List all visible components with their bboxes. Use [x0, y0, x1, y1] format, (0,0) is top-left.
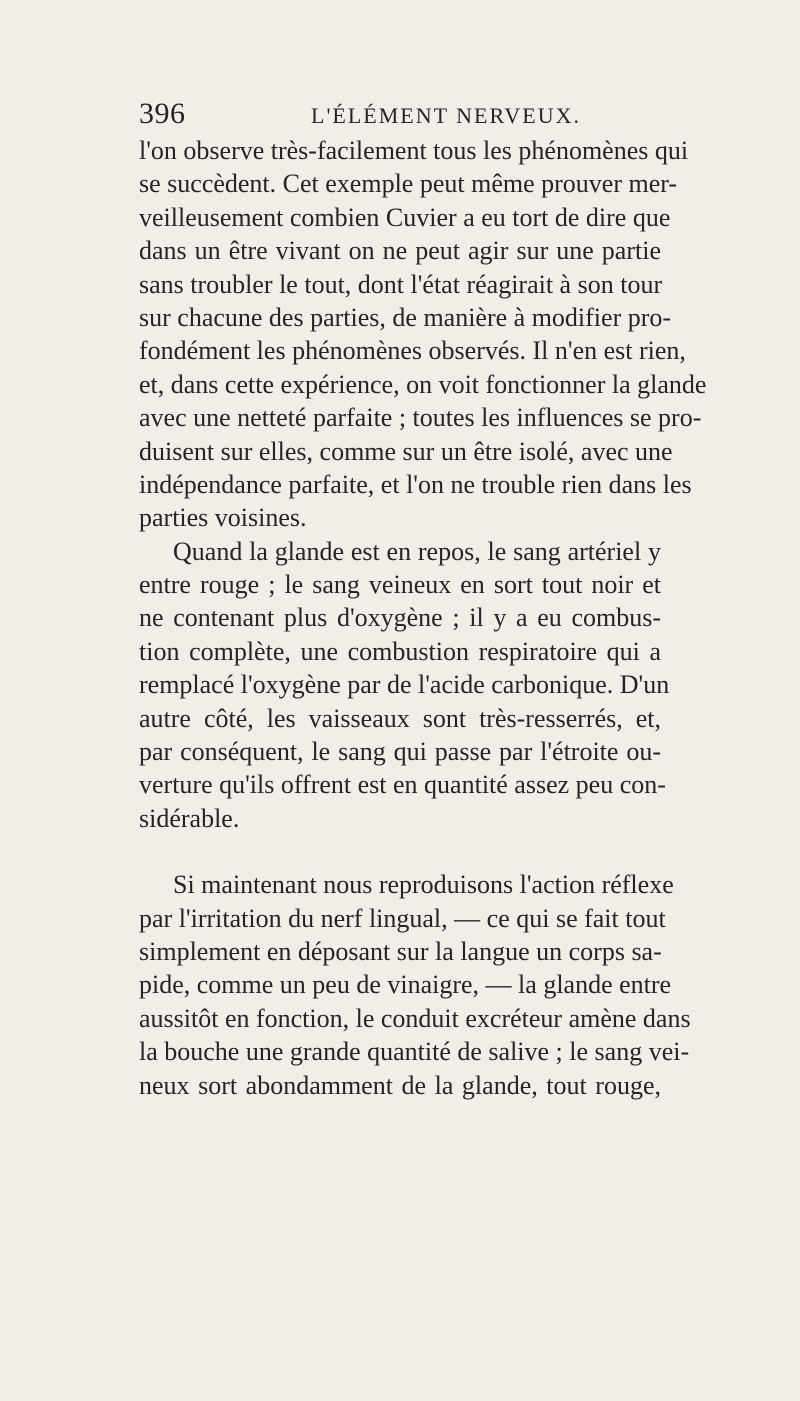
paragraph-1: [139, 134, 707, 535]
running-title: L'ÉLÉMENT NERVEUX.: [311, 103, 581, 128]
text-line: ne contenant plus d'oxygène ; il y a eu combus-: [139, 603, 661, 633]
body-text: [139, 134, 707, 1102]
text-line: Si maintenant nous reproduisons l'action réflexe: [173, 870, 674, 900]
text-line: tion complète, une combustion respiratoire qui a: [139, 636, 661, 666]
text-line: sans troubler le tout, dont l'état réagirait à son tour: [139, 269, 663, 299]
page-header: [139, 96, 661, 136]
text-line: simplement en déposant sur la langue un corps sa-: [139, 936, 662, 966]
text-line: la bouche une grande quantité de salive ; le sang vei-: [139, 1037, 690, 1067]
text-line: avec une netteté parfaite ; toutes les influences se pro-: [139, 403, 702, 433]
paragraph-spacer: [139, 835, 661, 868]
text-line: parties voisines.: [139, 503, 307, 533]
text-line: indépendance parfaite, et l'on ne trouble rien dans les: [139, 469, 692, 499]
paragraph-3: [139, 868, 691, 1102]
text-line: Quand la glande est en repos, le sang artériel y: [173, 536, 661, 566]
page-number: 396: [139, 97, 186, 130]
text-line: duisent sur elles, comme sur un être isolé, avec une: [139, 436, 673, 466]
text-line: neux sort abondamment de la glande, tout rouge,: [139, 1070, 661, 1100]
text-line: fondément les phénomènes observés. Il n'en est rien,: [139, 336, 686, 366]
text-line: sur chacune des parties, de manière à modifier pro-: [139, 302, 672, 332]
paragraph-2: [139, 535, 670, 836]
text-line: dans un être vivant on ne peut agir sur une partie: [139, 236, 661, 266]
text-line: verture qu'ils offrent est en quantité assez peu con-: [139, 770, 666, 800]
text-line: par conséquent, le sang qui passe par l'étroite ou-: [139, 737, 661, 767]
text-line: sidérable.: [139, 803, 240, 833]
text-line: l'on observe très-facilement tous les phénomènes qui: [139, 136, 689, 165]
text-line: et, dans cette expérience, on voit fonctionner la glande: [139, 369, 707, 399]
text-line: veilleusement combien Cuvier a eu tort de dire que: [139, 202, 671, 232]
text-line: pide, comme un peu de vinaigre, — la glande entre: [139, 970, 672, 1000]
text-line: remplacé l'oxygène par de l'acide carbonique. D'un: [139, 670, 670, 700]
text-line: par l'irritation du nerf lingual, — ce qui se fait tout: [139, 903, 666, 933]
text-line: autre côté, les vaisseaux sont très-resserrés, et,: [139, 703, 661, 733]
text-line: entre rouge ; le sang veineux en sort tout noir et: [139, 570, 661, 600]
text-line: se succèdent. Cet exemple peut même prouver mer-: [139, 169, 678, 199]
text-line: aussitôt en fonction, le conduit excréteur amène dans: [139, 1003, 691, 1033]
